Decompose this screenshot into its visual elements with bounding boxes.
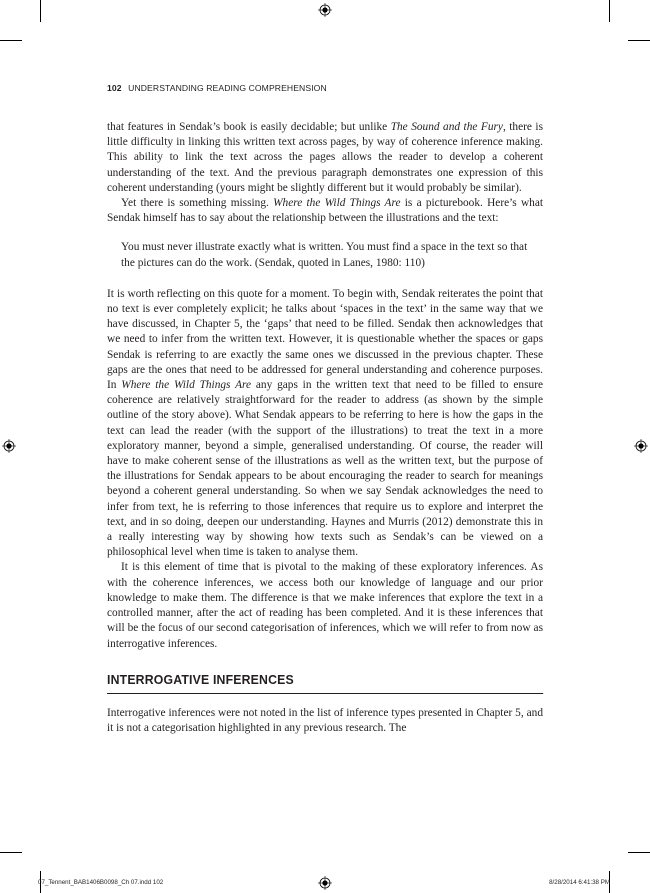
- italic-title-run: Where the Wild Things Are: [273, 197, 401, 210]
- running-head-title: UNDERSTANDING READING COMPREHENSION: [128, 83, 327, 93]
- text-run: It is worth reflecting on this quote for a moment. To begin with, Sendak reiterates the point that no text is ever completely explicit; he talks about ‘spaces in the text’ in the same way that we have discussed, in Chapter 5, the ‘gaps’ that need to be filled. Sendak then acknowledges that we need to infer from the written text. However, it is questionable whether the spaces or gaps Sendak is referring to are exactly the same ones we discussed in the previous chapter. These gaps are the ones that need to be addressed for general understanding and coherence purposes. In: [107, 287, 543, 392]
- text-run: that features in Sendak’s book is easily decidable; but unlike: [107, 121, 391, 133]
- block-quote: You must never illustrate exactly what is written. You must find a space in the text so that the pictures can do the work. (Sendak, quoted in Lanes, 1980: 110): [121, 241, 528, 269]
- crop-mark: [0, 852, 22, 853]
- text-run: Interrogative inferences were not noted in the list of inference types presented in Chapter 5, and it is not a categorisation highlighted in any previous research. The: [107, 706, 543, 735]
- registration-mark-icon: [318, 3, 332, 17]
- crop-mark: [0, 40, 22, 41]
- paragraph: [107, 560, 543, 651]
- paragraph: [107, 706, 543, 736]
- paragraph: [107, 196, 543, 226]
- paragraphs-after-quote: [107, 287, 543, 652]
- crop-mark: [40, 0, 41, 22]
- text-run: It is this element of time that is pivotal to the making of these exploratory inferences. As with the coherence inferences, we access both our knowledge of language and our prior knowledge to make them. The difference is that we make inferences that explore the text in a controlled manner, after the act of reading has been completed. And it is these inferences that will be the focus of our second categorisation of inferences, which we will refer to from now as interrogative inferences.: [107, 561, 543, 650]
- registration-mark-icon: [634, 439, 648, 453]
- paragraph: [107, 120, 543, 196]
- italic-title-run: Where the Wild Things Are: [121, 379, 252, 392]
- crop-mark: [628, 852, 650, 853]
- text-run: , there is little difficulty in linking this written text across pages, by way of coherence inference making. This ability to link the text across the pages allows the reader to develop a coherent understanding of the text. And the previous paragraph demonstrates one expression of this coherent understanding (yours might be slightly different but it would probably be similar).: [107, 121, 543, 194]
- running-head: [107, 83, 327, 93]
- registration-mark-icon: [2, 439, 16, 453]
- crop-mark: [628, 40, 650, 41]
- text-run: any gaps in the written text that need to be filled to ensure coherence are relatively straightforward for the reader to address (as shown by the simple outline of the story above). What Sendak appears to be referring to here is how the gaps in the text can lead the reader (with the support of the illustrations) to treat the text in a more exploratory manner, beyond a simple, generalised understanding. Of course, the reader will have to make coherent sense of the illustrations as well as the written text, but the purpose of the illustrations for Sendak appears to be about encouraging the reader to search for meanings beyond a coherent general understanding. So when we say Sendak acknowledges the need to infer from text, he is referring to those inferences that require us to explore and interpret the text, and in so doing, deepen our understanding. Haynes and Murris (2012) demonstrate this in a really interesting way by showing how texts such as Sendak’s can be viewed on a philosophical level when time is taken to analyse them.: [107, 379, 544, 559]
- slug-timestamp: 8/28/2014 6:41:38 PM: [549, 879, 610, 886]
- paragraphs-after-heading: [107, 706, 543, 736]
- slug-file: 07_Tennent_BAB1406B0098_Ch 07.indd 102: [38, 879, 164, 886]
- paragraphs-before-quote: [107, 120, 543, 226]
- crop-mark: [609, 0, 610, 22]
- text-run: is a picturebook. Here’s what Sendak himself has to say about the relationship between the illustrations and the text:: [107, 197, 544, 225]
- registration-mark-icon: [318, 876, 332, 890]
- paragraph: [107, 287, 543, 561]
- section-heading: INTERROGATIVE INFERENCES: [107, 672, 543, 694]
- page-number: 102: [107, 83, 122, 93]
- italic-title-run: The Sound and the Fury: [390, 121, 503, 133]
- body-text: [107, 120, 543, 736]
- text-run: Yet there is something missing.: [121, 197, 274, 210]
- section-heading-wrap: [107, 672, 543, 694]
